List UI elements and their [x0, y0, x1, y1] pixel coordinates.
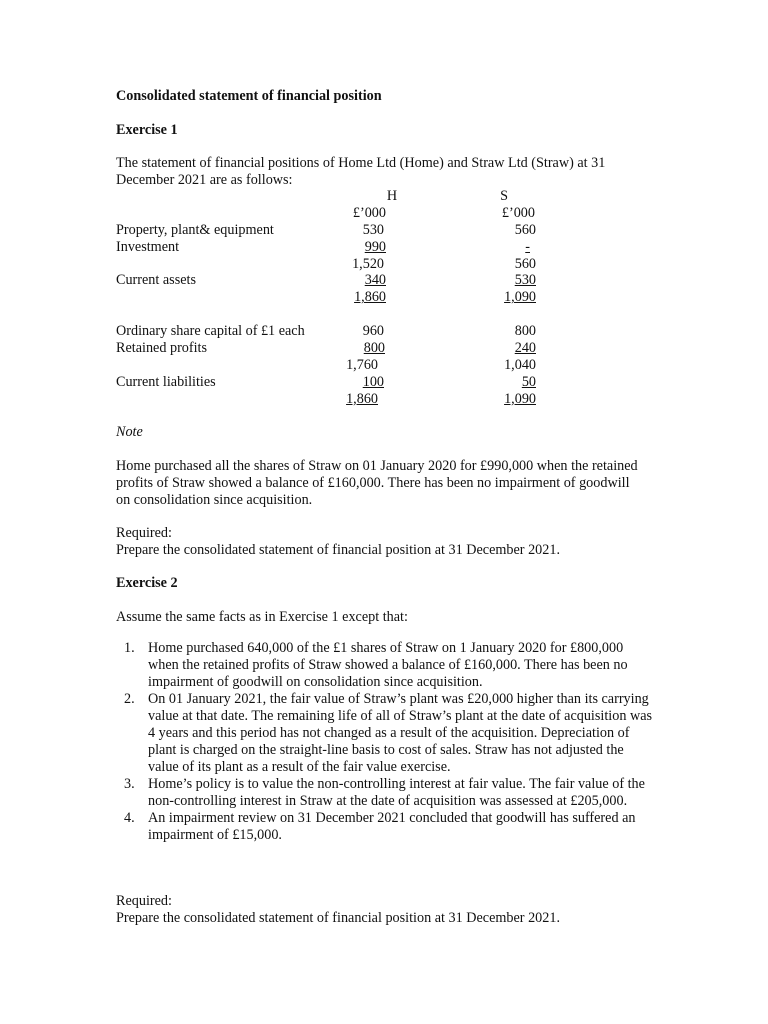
value-h: 1,520 [352, 255, 384, 272]
table-row [116, 239, 536, 256]
document-title: Consolidated statement of financial position [116, 88, 382, 104]
value-s: 1,040 [504, 356, 536, 373]
list-item-number: 2. [124, 691, 135, 707]
value-s: 800 [514, 323, 536, 340]
value-s: 50 [521, 373, 536, 390]
list-item [116, 640, 656, 691]
table-row [116, 289, 536, 306]
column-h-header: H [386, 188, 398, 204]
value-s: 240 [514, 340, 536, 357]
value-h: 1,860 [346, 390, 378, 407]
list-item [116, 691, 656, 776]
list-item-text: An impairment review on 31 December 2021 concluded that goodwill has suffered an impairment of £15,000. [148, 810, 636, 843]
list-item-text: On 01 January 2021, the fair value of Straw’s plant was £20,000 higher than its carrying value at that date. The remaining life of all of Straw’s plant at the date of acquisition was 4 years and this period has not changed as a result of the acquisition. Depreciation of plant is charged on the straight-line basis to cost of sales. Straw has not adjusted the value of its plant as a result of the fair value exercise. [148, 691, 653, 775]
exercise-1-required-label: Required: [116, 525, 172, 541]
list-item-number: 1. [124, 640, 135, 656]
row-label: Property, plant& equipment [116, 221, 274, 238]
value-h: 800 [363, 340, 385, 357]
table-row [116, 357, 536, 374]
value-h: 100 [362, 373, 384, 390]
exercise-2-required-label: Required: [116, 893, 172, 909]
exercise-1-intro: The statement of financial positions of Home Ltd (Home) and Straw Ltd (Straw) at 31 December 2021 are as follows: [116, 155, 606, 188]
column-s-header: S [500, 188, 508, 204]
exercise-1-heading: Exercise 1 [116, 122, 178, 138]
value-h: 960 [362, 323, 384, 340]
exercise-2-required: Prepare the consolidated statement of financial position at 31 December 2021. [116, 910, 561, 926]
value-h: 990 [364, 238, 386, 255]
table-header-row [116, 188, 536, 205]
table-row [116, 222, 536, 239]
column-s-unit: £’000 [501, 204, 535, 221]
value-s: 560 [514, 255, 536, 272]
exercise-2-intro: Assume the same facts as in Exercise 1 except that: [116, 609, 408, 625]
value-s: 1,090 [504, 390, 536, 407]
table-row [116, 272, 536, 289]
table-row [116, 323, 536, 340]
value-s: 530 [514, 272, 536, 289]
value-h: 340 [364, 272, 386, 289]
value-s: 560 [514, 221, 536, 238]
table-spacer-row [116, 306, 536, 323]
row-label: Investment [116, 238, 180, 255]
value-s: 1,090 [504, 289, 536, 306]
row-label: Current assets [116, 272, 196, 289]
row-label: Current liabilities [116, 373, 216, 390]
value-h: 1,860 [354, 289, 386, 306]
table-row [116, 391, 536, 408]
column-h-unit: £’000 [352, 204, 386, 221]
list-item [116, 776, 656, 810]
list-item [116, 810, 656, 844]
row-label: Ordinary share capital of £1 each [116, 323, 305, 340]
list-item-number: 3. [124, 776, 135, 792]
row-label: Retained profits [116, 340, 208, 357]
table-unit-row [116, 205, 536, 222]
table-row [116, 256, 536, 273]
exercise-2-heading: Exercise 2 [116, 575, 178, 591]
list-item-text: Home purchased 640,000 of the £1 shares of Straw on 1 January 2020 for £800,000 when the retained profits of Straw showed a balance of £160,000. There has been no impairment of goodwill on consolidation since acquisition. [148, 640, 628, 690]
exercise-1-note: Home purchased all the shares of Straw on 01 January 2020 for £990,000 when the retained profits of Straw showed a balance of £160,000. There has been no impairment of goodwill on consolidation since acquisition. [116, 458, 638, 508]
value-h: 530 [362, 221, 384, 238]
financial-position-table [116, 188, 536, 408]
list-item-text: Home’s policy is to value the non-controlling interest at fair value. The fair value of the non-controlling interest in Straw at the date of acquisition was assessed at £205,000. [148, 776, 645, 809]
table-row [116, 340, 536, 357]
list-item-number: 4. [124, 810, 135, 826]
value-h: 1,760 [346, 356, 378, 373]
exercise-1-required: Prepare the consolidated statement of financial position at 31 December 2021. [116, 542, 561, 558]
table-row [116, 374, 536, 391]
value-s: - [525, 238, 530, 255]
exercise-2-list [116, 640, 656, 844]
note-label: Note [116, 424, 143, 440]
